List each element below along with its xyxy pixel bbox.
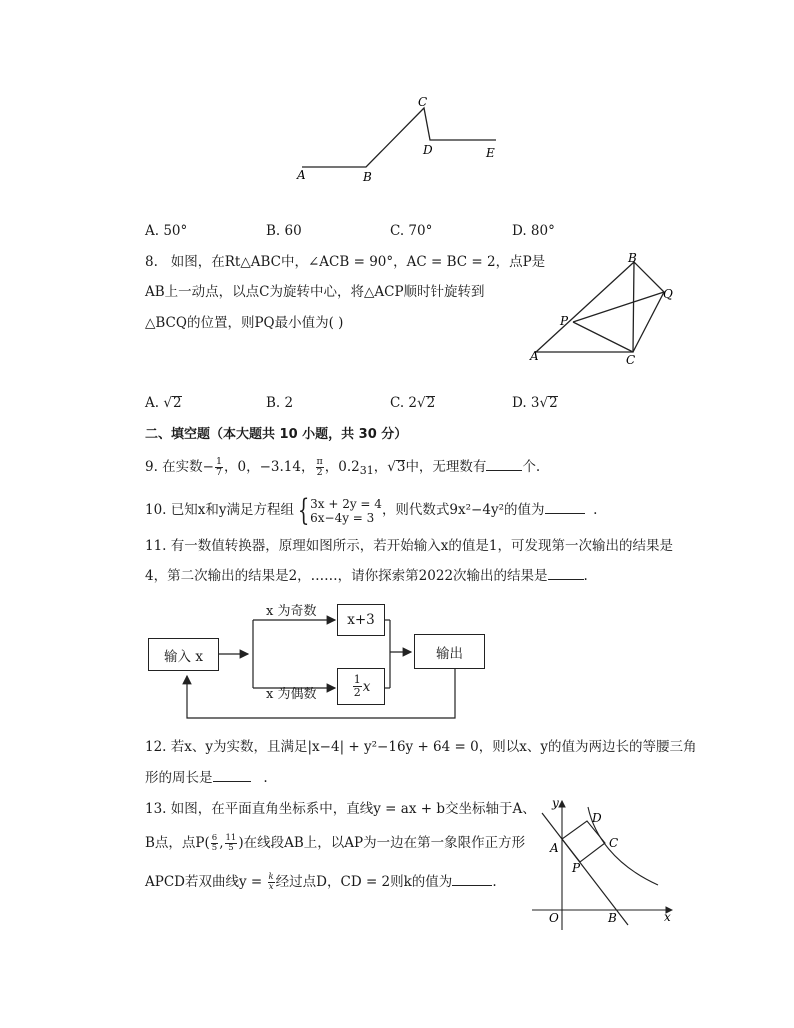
q10-line <box>145 492 598 528</box>
q9-mid2: ，0.2 <box>324 459 360 475</box>
q9-fraction-2: $\frac{\pi}{2}$ <box>316 456 323 478</box>
q12-answer-blank[interactable] <box>213 769 251 782</box>
q7-label-c: C <box>418 95 428 109</box>
section-heading: 二、填空题（本大题共 10 小题，共 30 分） <box>145 427 408 442</box>
q11-line2-text: 4，第二次输出的结果是2，……，请你探索第2022次输出的结果是 <box>145 568 548 584</box>
q7-option-a: A. 50° <box>145 223 188 239</box>
q8-option-c: C. 2√2 <box>390 395 436 411</box>
q12-line2 <box>145 769 268 787</box>
q7-option-b: B. 60 <box>266 223 302 239</box>
q9-end: 个. <box>522 459 541 475</box>
q13-label-a: A <box>550 841 559 855</box>
q11-end: . <box>583 568 588 584</box>
input-box: 输入 x <box>148 638 219 671</box>
q9-answer-blank[interactable] <box>486 458 522 471</box>
q9-mid3: ， <box>373 459 388 475</box>
q8-line1 <box>145 253 545 271</box>
q9-repeating-digits: 31 <box>359 464 374 477</box>
q13-line2-a: B点，点P( <box>145 835 210 851</box>
q13-answer-blank[interactable] <box>452 873 492 886</box>
q13-label-y: y <box>552 796 559 810</box>
q7-figure <box>290 92 510 184</box>
q8-label-a: A <box>530 349 539 363</box>
q11-line1: 11. 有一数值转换器，原理如图所示，若开始输入x的值是1，可发现第一次输出的结果是 <box>145 538 673 554</box>
q13-label-c: C <box>609 836 619 850</box>
odd-operation-box: x+3 <box>337 604 385 636</box>
odd-condition-label: x 为奇数 <box>266 604 317 619</box>
q13-line3-b: 经过点D，CD = 2则k的值为 <box>275 874 453 890</box>
q9-fraction-1: $\frac{1}{7}$ <box>215 456 223 478</box>
q11-answer-blank[interactable] <box>548 567 584 580</box>
q8-option-d-label: D. 3 <box>512 395 540 411</box>
q12-end: . <box>263 770 268 786</box>
half-fraction: $\frac{1}{2}$ <box>353 673 361 699</box>
even-operation-box <box>337 668 385 705</box>
q8-text-1: 如图，在Rt△ABC中，∠ACB = 90°，AC = BC = 2，点P是 <box>170 254 546 270</box>
q13-line2-b: )在线段AB上，以AP为一边在第一象限作正方形 <box>238 835 526 851</box>
q7-option-c: C. 70° <box>390 223 433 239</box>
q13-px-fraction: $\frac{6}{5}$ <box>211 833 218 853</box>
q13-line3 <box>145 870 497 894</box>
q11-line2 <box>145 567 588 585</box>
q7-label-e: E <box>486 146 495 160</box>
q13-line2: B点，点P( $\frac{6}{5}$ , $\frac{11}{5}$ )在线段AB上，以AP为一边在第一象限作正方形 <box>145 833 526 853</box>
q8-option-a: A. √2 <box>145 395 182 411</box>
q7-option-d: D. 80° <box>512 223 555 239</box>
q8-option-a-label: A. <box>145 395 164 411</box>
q8-label-q: Q <box>663 287 673 301</box>
q8-line2: AB上一动点，以点C为旋转中心，将△ACP顺时针旋转到 <box>145 284 485 300</box>
q13-k-fraction: $\frac{k}{x}$ <box>268 872 274 892</box>
q9-line: 9. 在实数− $\frac{1}{7}$ ，0，−3.14， $\frac{\pi}{2}$ ，$0.2_{31}$，√3中，无理数有 个. <box>145 456 541 478</box>
q7-label-d: D <box>423 143 433 157</box>
q9-radicand: 3 <box>396 459 406 475</box>
q13-line1: 13. 如图，在平面直角坐标系中，直线y = ax + b交坐标轴于A、 <box>145 801 536 817</box>
q9-prefix: 9. 在实数− <box>145 459 214 475</box>
q8-number: 8. <box>145 254 158 270</box>
q9-suffix: 中，无理数有 <box>405 459 487 475</box>
q8-option-b: B. 2 <box>266 395 294 411</box>
q8-label-b: B <box>628 251 637 265</box>
q7-label-b: B <box>363 170 372 184</box>
q13-figure <box>528 795 678 935</box>
q10-prefix: 10. 已知x和y满足方程组 <box>145 502 295 518</box>
q8-option-a-radicand: 2 <box>172 395 182 411</box>
q13-end: . <box>492 874 497 890</box>
q13-label-d: D <box>592 811 602 825</box>
q7-label-a: A <box>297 168 306 182</box>
q8-option-d: D. 3√2 <box>512 395 558 411</box>
q13-label-p: P <box>572 861 581 875</box>
q13-label-b: B <box>608 911 617 925</box>
q13-label-x: x <box>664 910 671 924</box>
q12-line2-text: 形的周长是 <box>145 770 213 786</box>
q8-option-c-radicand: 2 <box>426 395 436 411</box>
q8-label-c: C <box>626 353 636 367</box>
q8-option-d-radicand: 2 <box>549 395 558 411</box>
q10-end: . <box>593 502 598 518</box>
q10-eq1: 3x + 2y = 4 <box>310 496 382 511</box>
half-variable: x <box>362 678 371 695</box>
q12-line1: 12. 若x、y为实数，且满足|x−4| + y²−16y + 64 = 0，则以x、y的值为两边长的等腰三角 <box>145 739 697 755</box>
q10-eq2: 6x−4y = 3 <box>310 510 375 525</box>
q13-line3-a: APCD若双曲线y = <box>145 874 267 890</box>
q13-label-o: O <box>549 911 559 925</box>
q8-figure <box>526 248 686 368</box>
q13-py-fraction: $\frac{11}{5}$ <box>225 833 237 853</box>
q8-option-c-label: C. 2 <box>390 395 418 411</box>
q10-suffix: ，则代数式9x²−4y²的值为 <box>381 502 545 518</box>
q10-equation-system: { 3x + 2y = 4 6x−4y = 3 <box>297 492 382 528</box>
q8-label-p: P <box>560 314 569 328</box>
q8-line3: △BCQ的位置，则PQ最小值为( ) <box>145 315 344 331</box>
q10-answer-blank[interactable] <box>545 501 585 514</box>
output-box: 输出 <box>414 634 485 669</box>
q9-mid1: ，0，−3.14， <box>224 459 315 475</box>
even-condition-label: x 为偶数 <box>266 687 317 702</box>
